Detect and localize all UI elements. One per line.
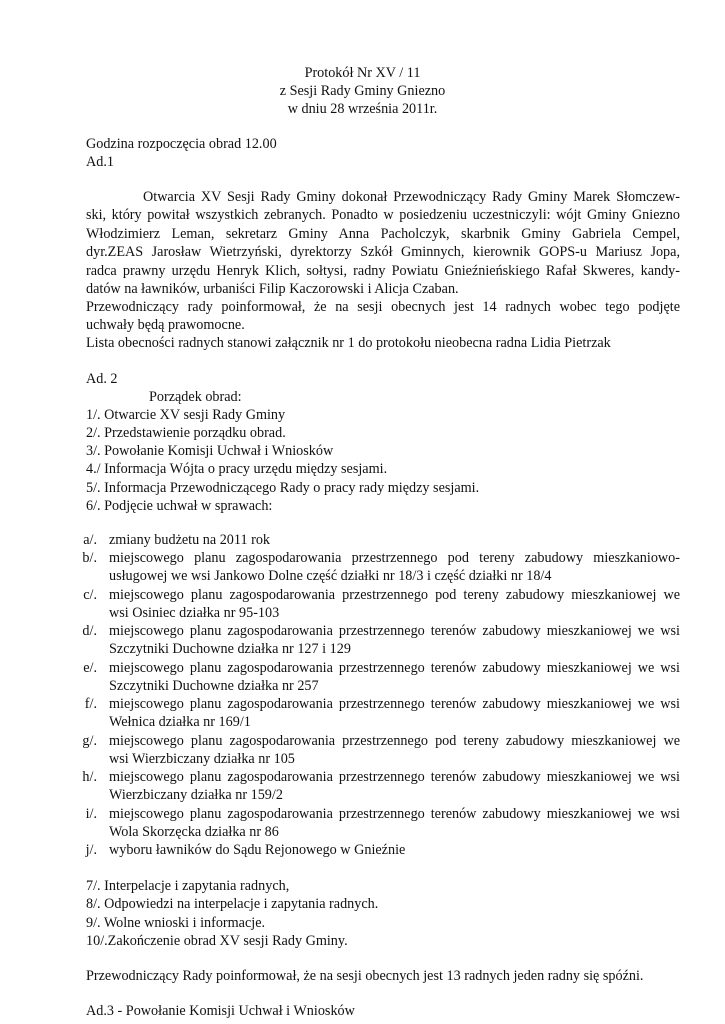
agenda-item-8: 8/. Odpowiedzi na interpelacje i zapytania radnych. bbox=[86, 896, 379, 912]
resolution-label: e/. bbox=[83, 660, 97, 676]
resolution-text: zmiany budżetu na 2011 rok bbox=[109, 532, 271, 548]
resolution-label: j/. bbox=[85, 842, 97, 858]
quorum-line-1: Przewodniczący rady poinformował, że na sesji obecnych jest 14 radnych wobec tego podjęte bbox=[86, 299, 680, 315]
resolution-label: i/. bbox=[85, 806, 97, 822]
resolution-text: miejscowego planu zagospodarowania przestrzennego terenów zabudowy mieszkaniowej we wsi bbox=[109, 660, 680, 676]
quorum-line-2: uchwały będą prawomocne. bbox=[86, 317, 245, 333]
resolution-label: c/. bbox=[83, 587, 97, 603]
resolution-label: g/. bbox=[82, 733, 97, 749]
resolution-text: miejscowego planu zagospodarowania przestrzennego pod tereny zabudowy mieszkaniowej we bbox=[109, 733, 680, 749]
agenda-item-7: 7/. Interpelacje i zapytania radnych, bbox=[86, 878, 290, 894]
resolution-text: miejscowego planu zagospodarowania przestrzennego terenów zabudowy mieszkaniowej we wsi bbox=[109, 696, 680, 712]
resolution-text: miejscowego planu zagospodarowania przestrzennego pod tereny zabudowy mieszkaniowej we bbox=[109, 587, 680, 603]
agenda-item-2: 2/. Przedstawienie porządku obrad. bbox=[86, 425, 286, 441]
resolution-label: d/. bbox=[82, 623, 97, 639]
resolution-text: wsi Osiniec działka nr 95-103 bbox=[109, 605, 280, 621]
resolution-label: f/. bbox=[84, 696, 97, 712]
resolution-text: Szczytniki Duchowne działka nr 257 bbox=[109, 678, 319, 694]
resolution-text: Wola Skorzęcka działka nr 86 bbox=[109, 824, 279, 840]
resolution-label: a/. bbox=[83, 532, 97, 548]
agenda-item-1: 1/. Otwarcie XV sesji Rady Gminy bbox=[86, 407, 286, 423]
ad3-heading: Ad.3 - Powołanie Komisji Uchwał i Wniosków bbox=[86, 1003, 355, 1019]
agenda-item-10: 10/.Zakończenie obrad XV sesji Rady Gminy. bbox=[86, 933, 348, 949]
agenda-item-5: 5/. Informacja Przewodniczącego Rady o pracy rady między sesjami. bbox=[86, 480, 480, 496]
resolution-text: Wierzbiczany działka nr 159/2 bbox=[109, 787, 283, 803]
resolution-text: miejscowego planu zagospodarowania przestrzennego terenów zabudowy mieszkaniowej we wsi bbox=[109, 623, 680, 639]
opening-line-5: radca prawny urzędu Henryk Klich, sołtysi, radny Powiatu Gnieźnieńskiego Rafał Skweres, kandy- bbox=[86, 263, 680, 279]
resolution-text: miejscowego planu zagospodarowania przestrzennego terenów zabudowy mieszkaniowej we wsi bbox=[109, 806, 680, 822]
opening-line-3: Włodzimierz Leman, sekretarz Gminy Anna Pacholczyk, skarbnik Gminy Gabriela Cempel, bbox=[86, 226, 680, 242]
agenda-item-9: 9/. Wolne wnioski i informacje. bbox=[86, 915, 266, 931]
opening-line-4: dyr.ZEAS Jarosław Wietrzyński, dyrektorzy Szkół Gminnych, kierownik GOPS-u Mariusz Jopa, bbox=[86, 244, 680, 260]
ad2-heading: Ad. 2 bbox=[86, 371, 118, 387]
start-time: Godzina rozpoczęcia obrad 12.00 bbox=[86, 136, 277, 152]
opening-line-2: ski, który powitał wszystkich zebranych. Ponadto w posiedzeniu uczestniczyli: wójt Gminy Gniezno bbox=[86, 207, 680, 223]
quorum-update: Przewodniczący Rady poinformował, że na sesji obecnych jest 13 radnych jeden radny się spóźni. bbox=[86, 968, 644, 984]
agenda-item-3: 3/. Powołanie Komisji Uchwał i Wniosków bbox=[86, 443, 334, 459]
opening-line-1: Otwarcia XV Sesji Rady Gminy dokonał Przewodniczący Rady Gminy Marek Słomczew- bbox=[143, 189, 680, 205]
resolution-text: wyboru ławników do Sądu Rejonowego w Gnieźnie bbox=[109, 842, 406, 858]
resolution-label: b/. bbox=[82, 550, 97, 566]
session-name: z Sesji Rady Gminy Gniezno bbox=[279, 83, 446, 99]
resolution-label: h/. bbox=[82, 769, 97, 785]
agenda-item-6: 6/. Podjęcie uchwał w sprawach: bbox=[86, 498, 273, 514]
resolution-text: miejscowego planu zagospodarowania przestrzennego terenów zabudowy mieszkaniowej we wsi bbox=[109, 769, 680, 785]
ad1-heading: Ad.1 bbox=[86, 154, 114, 170]
agenda-item-4: 4./ Informacja Wójta o pracy urzędu między sesjami. bbox=[86, 461, 388, 477]
attendance-note: Lista obecności radnych stanowi załącznik nr 1 do protokołu nieobecna radna Lidia Pietrzak bbox=[86, 335, 611, 351]
resolution-text: miejscowego planu zagospodarowania przestrzennego pod tereny zabudowy mieszkaniowo- bbox=[109, 550, 680, 566]
resolution-text: usługowej we wsi Jankowo Dolne część działki nr 18/3 i część działki nr 18/4 bbox=[109, 568, 552, 584]
protocol-title: Protokół Nr XV / 11 bbox=[304, 65, 421, 81]
agenda-title: Porządek obrad: bbox=[149, 389, 242, 405]
resolution-text: wsi Wierzbiczany działka nr 105 bbox=[109, 751, 295, 767]
session-date: w dniu 28 września 2011r. bbox=[287, 101, 438, 117]
resolution-text: Wełnica działka nr 169/1 bbox=[109, 714, 251, 730]
opening-line-6: datów na ławników, urbaniści Filip Kaczorowski i Alicja Czaban. bbox=[86, 281, 459, 297]
resolution-text: Szczytniki Duchowne działka nr 127 i 129 bbox=[109, 641, 351, 657]
